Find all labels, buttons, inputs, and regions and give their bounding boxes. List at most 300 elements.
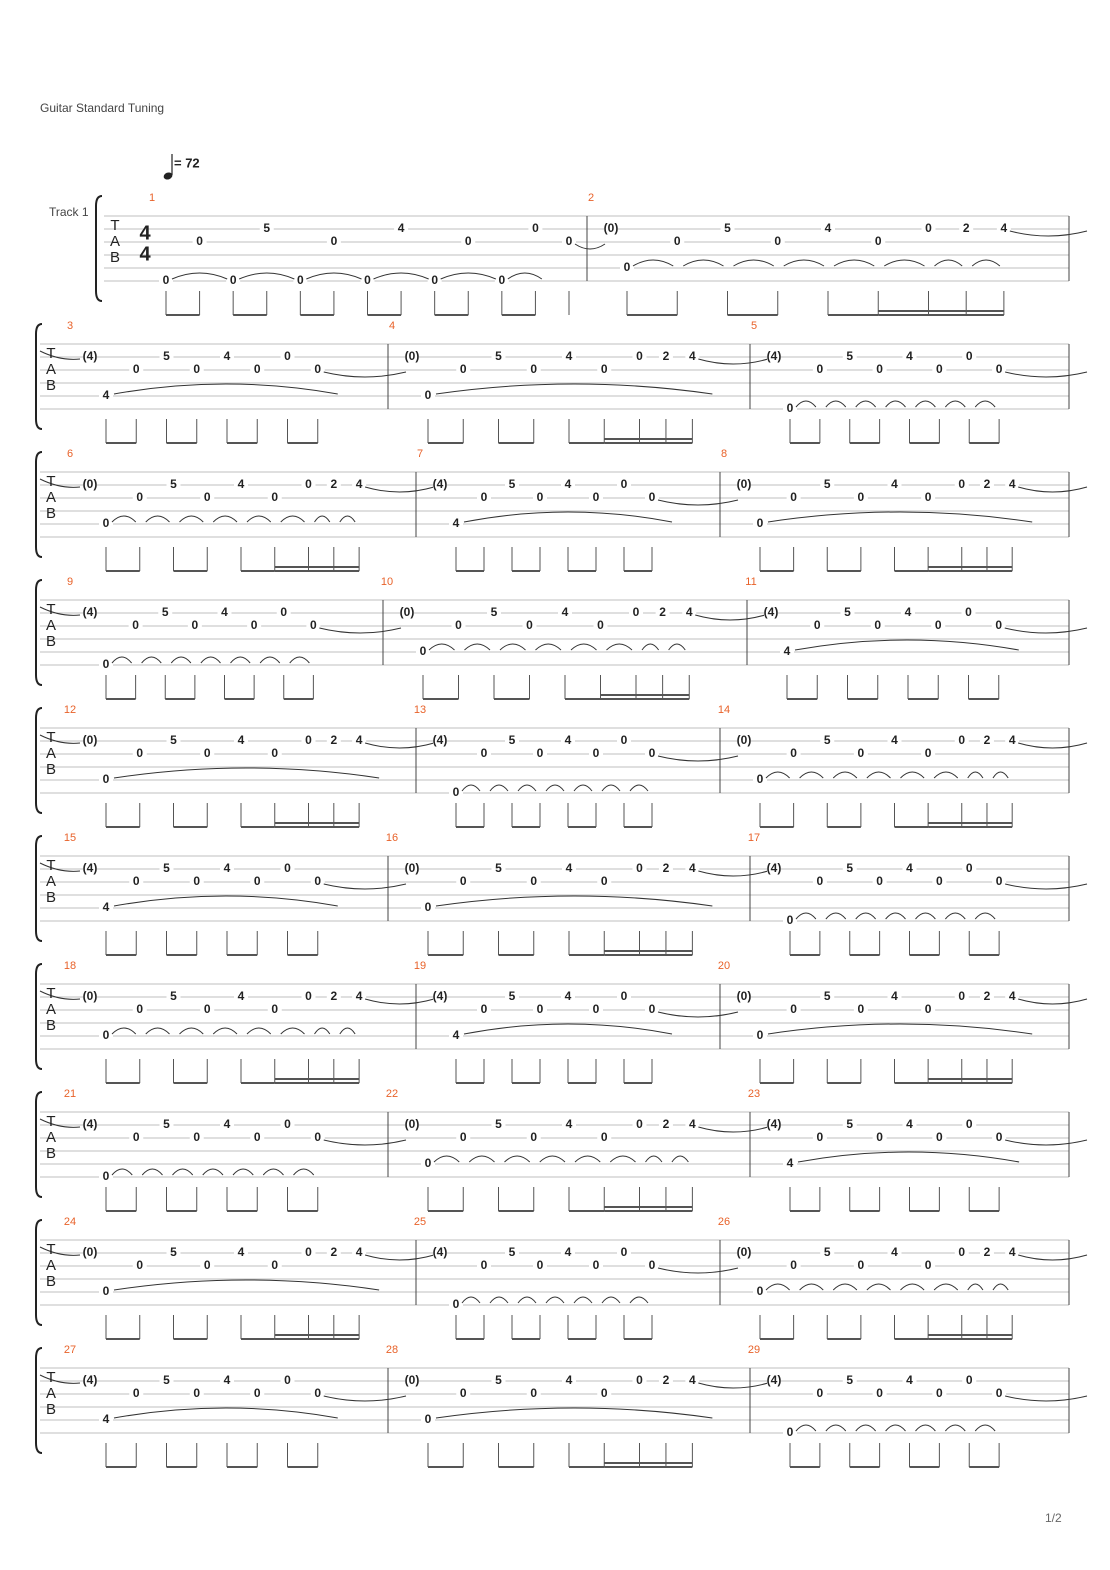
fret-number: (0) xyxy=(82,477,98,492)
tab-clef-letter: A xyxy=(45,1384,57,1402)
tie-arc xyxy=(1005,884,1087,889)
fret-number: 2 xyxy=(662,1373,670,1388)
tie-arc xyxy=(306,273,361,279)
tie-arc xyxy=(993,1284,1008,1290)
tie-arc xyxy=(658,500,738,505)
tie-arc xyxy=(112,1169,132,1175)
tie-arc xyxy=(886,913,906,919)
fret-number: 0 xyxy=(876,1130,883,1145)
fret-number: 4 xyxy=(223,1117,231,1132)
fret-number: 5 xyxy=(170,733,177,748)
tie-arc xyxy=(231,657,251,663)
tie-arc xyxy=(146,516,170,522)
tie-arc xyxy=(642,644,659,650)
fret-number: (4) xyxy=(82,605,98,620)
tie-arc xyxy=(112,516,136,522)
fret-number: 0 xyxy=(620,477,628,492)
system-bracket xyxy=(36,836,42,941)
fret-number: 0 xyxy=(965,1373,973,1388)
tie-arc xyxy=(180,1028,204,1034)
fret-number: 0 xyxy=(536,746,544,761)
fret-number: 0 xyxy=(536,1002,544,1017)
tie-arc xyxy=(945,913,965,919)
tie-arc xyxy=(571,644,597,650)
tie-arc xyxy=(610,1156,635,1162)
tie-arc xyxy=(884,260,924,266)
tie-arc xyxy=(916,401,936,407)
fret-number: 0 xyxy=(136,490,144,505)
measure-number: 19 xyxy=(413,959,427,972)
fret-number: 0 xyxy=(250,618,258,633)
tie-arc xyxy=(867,772,891,778)
tab-clef-letter: T xyxy=(46,600,56,618)
tie-arc xyxy=(281,1028,305,1034)
fret-number: 0 xyxy=(874,234,882,249)
tab-clef-letter: B xyxy=(45,376,57,394)
tie-arc xyxy=(324,372,406,377)
tab-clef-letter: T xyxy=(46,344,56,362)
tie-arc xyxy=(112,1028,136,1034)
tie-arc xyxy=(508,273,542,279)
fret-number: 0 xyxy=(162,273,170,288)
tab-clef-letter: B xyxy=(45,760,57,778)
system-bracket xyxy=(36,452,42,557)
fret-number: 0 xyxy=(936,874,943,889)
fret-number: 0 xyxy=(632,605,640,620)
tie-arc xyxy=(630,785,648,791)
tie-arc xyxy=(867,1284,891,1290)
fret-number: 0 xyxy=(756,1028,764,1043)
fret-number: 0 xyxy=(636,349,643,364)
fret-number: 4 xyxy=(1000,221,1008,236)
page-number: 1/2 xyxy=(1045,1511,1062,1525)
tie-arc xyxy=(536,644,562,650)
tie-arc xyxy=(239,273,294,279)
fret-number: (4) xyxy=(766,1117,782,1132)
fret-number: 5 xyxy=(724,221,731,236)
fret-number: 4 xyxy=(891,477,898,492)
tie-arc xyxy=(1005,1396,1087,1401)
fret-number: 0 xyxy=(459,362,467,377)
tab-clef-letter: B xyxy=(45,504,57,522)
fret-number: 0 xyxy=(620,733,628,748)
tie-arc xyxy=(1018,1255,1087,1260)
system-bracket xyxy=(36,324,42,429)
tie-arc xyxy=(633,260,673,266)
fret-number: 5 xyxy=(495,1117,502,1132)
fret-number: 4 xyxy=(1008,733,1016,748)
fret-number: 4 xyxy=(689,349,696,364)
fret-number: 0 xyxy=(597,618,604,633)
tie-arc xyxy=(798,1152,1019,1162)
fret-number: 0 xyxy=(995,362,1003,377)
fret-number: 0 xyxy=(934,618,942,633)
tie-arc xyxy=(1018,487,1087,492)
fret-number: 4 xyxy=(904,605,912,620)
tie-arc xyxy=(546,785,564,791)
fret-number: 0 xyxy=(965,1117,973,1132)
tie-arc xyxy=(698,1383,768,1388)
fret-number: 0 xyxy=(857,1258,865,1273)
fret-number: 0 xyxy=(314,874,322,889)
staff-system xyxy=(36,708,1087,827)
fret-number: 0 xyxy=(600,1386,608,1401)
fret-number: 0 xyxy=(330,234,338,249)
tie-arc xyxy=(630,1297,648,1303)
tie-arc xyxy=(441,273,496,279)
tie-arc xyxy=(294,1169,314,1175)
fret-number: 0 xyxy=(193,362,201,377)
tie-arc xyxy=(462,1297,480,1303)
tie-arc xyxy=(324,1140,406,1145)
fret-number: 0 xyxy=(364,273,371,288)
fret-number: (4) xyxy=(432,1245,448,1260)
fret-number: 2 xyxy=(330,989,338,1004)
staff-system xyxy=(36,1348,1087,1467)
measure-number: 9 xyxy=(66,575,74,588)
fret-number: 0 xyxy=(136,1002,144,1017)
measure-number: 11 xyxy=(745,575,757,588)
fret-number: 0 xyxy=(965,861,973,876)
fret-number: 0 xyxy=(600,362,608,377)
tie-arc xyxy=(975,913,995,919)
tie-arc xyxy=(833,1284,857,1290)
staff-system xyxy=(36,836,1087,955)
measure-number: 27 xyxy=(63,1343,77,1356)
fret-number: 4 xyxy=(223,349,231,364)
measure-number: 4 xyxy=(388,319,396,332)
fret-number: 0 xyxy=(132,362,140,377)
tab-clef-letter: B xyxy=(45,888,57,906)
fret-number: 0 xyxy=(132,874,140,889)
tie-arc xyxy=(434,1156,459,1162)
fret-number: 4 xyxy=(783,644,791,659)
fret-number: 2 xyxy=(983,989,991,1004)
measure-number: 28 xyxy=(385,1343,399,1356)
fret-number: 0 xyxy=(424,900,432,915)
tab-clef-letter: T xyxy=(46,1240,56,1258)
tie-arc xyxy=(546,1297,564,1303)
staff-system xyxy=(36,324,1087,443)
tie-arc xyxy=(540,1156,565,1162)
fret-number: (4) xyxy=(766,861,782,876)
fret-number: 0 xyxy=(530,1386,538,1401)
fret-number: 0 xyxy=(480,1002,488,1017)
tie-arc xyxy=(698,359,768,364)
fret-number: 4 xyxy=(906,349,913,364)
measure-number: 17 xyxy=(747,831,761,844)
tie-arc xyxy=(114,1280,379,1290)
tie-arc xyxy=(935,260,963,266)
fret-number: 0 xyxy=(857,1002,865,1017)
fret-number: 4 xyxy=(891,1245,898,1260)
fret-number: 0 xyxy=(600,1130,608,1145)
fret-number: 0 xyxy=(857,746,865,761)
tie-arc xyxy=(856,1425,876,1431)
fret-number: (0) xyxy=(399,605,415,620)
staff-system xyxy=(36,452,1087,571)
tie-arc xyxy=(315,1028,330,1034)
tab-clef-letter: A xyxy=(45,1000,57,1018)
fret-number: 0 xyxy=(452,1297,460,1312)
tie-arc xyxy=(796,1425,816,1431)
tie-arc xyxy=(500,644,526,650)
fret-number: 0 xyxy=(419,644,427,659)
tab-clef-letter: B xyxy=(45,632,57,650)
tie-arc xyxy=(281,516,305,522)
tie-arc xyxy=(768,1024,1032,1034)
fret-number: 0 xyxy=(924,746,932,761)
tie-arc xyxy=(171,657,191,663)
fret-number: 4 xyxy=(564,989,572,1004)
fret-number: 4 xyxy=(891,989,898,1004)
fret-number: (0) xyxy=(404,349,420,364)
fret-number: 0 xyxy=(452,785,460,800)
tie-arc xyxy=(429,644,455,650)
fret-number: 0 xyxy=(530,362,538,377)
fret-number: 0 xyxy=(876,874,883,889)
fret-number: 0 xyxy=(958,733,966,748)
system-bracket xyxy=(36,1092,42,1197)
fret-number: 5 xyxy=(823,989,831,1004)
fret-number: 0 xyxy=(480,490,488,505)
fret-number: 0 xyxy=(936,1130,943,1145)
system-bracket xyxy=(36,964,42,1069)
fret-number: 4 xyxy=(237,477,245,492)
fret-number: 0 xyxy=(229,273,237,288)
tie-arc xyxy=(574,1297,592,1303)
fret-number: (0) xyxy=(82,1245,98,1260)
tab-clef-letter: A xyxy=(45,488,57,506)
fret-number: (4) xyxy=(432,733,448,748)
fret-number: 0 xyxy=(673,234,681,249)
fret-number: 0 xyxy=(314,1386,322,1401)
tie-arc xyxy=(795,640,1019,650)
fret-number: 0 xyxy=(480,1258,488,1273)
fret-number: 0 xyxy=(459,1130,467,1145)
fret-number: 0 xyxy=(995,874,1003,889)
fret-number: 5 xyxy=(163,1373,170,1388)
fret-number: (4) xyxy=(766,1373,782,1388)
fret-number: 2 xyxy=(662,349,670,364)
fret-number: 4 xyxy=(355,1245,363,1260)
fret-number: 4 xyxy=(452,516,460,531)
tie-arc xyxy=(901,772,925,778)
fret-number: 0 xyxy=(102,1028,110,1043)
fret-number: 0 xyxy=(816,362,824,377)
fret-number: 0 xyxy=(132,1386,140,1401)
fret-number: 0 xyxy=(459,1386,467,1401)
tie-arc xyxy=(114,1408,338,1418)
fret-number: 2 xyxy=(983,477,991,492)
fret-number: 0 xyxy=(876,1386,883,1401)
fret-number: 0 xyxy=(464,234,472,249)
fret-number: 0 xyxy=(314,362,322,377)
staff-system xyxy=(36,1220,1087,1339)
tie-arc xyxy=(672,1156,688,1162)
fret-number: 0 xyxy=(636,861,643,876)
fret-number: (4) xyxy=(432,989,448,1004)
tie-arc xyxy=(469,1156,494,1162)
measure-number: 13 xyxy=(413,703,427,716)
tie-arc xyxy=(993,772,1008,778)
fret-number: 0 xyxy=(203,490,211,505)
fret-number: 0 xyxy=(102,1169,110,1184)
fret-number: 4 xyxy=(452,1028,460,1043)
fret-number: 4 xyxy=(786,1156,794,1171)
tie-arc xyxy=(833,772,857,778)
fret-number: 2 xyxy=(983,1245,991,1260)
tie-arc xyxy=(916,913,936,919)
fret-number: 0 xyxy=(193,1130,201,1145)
tab-clef-letter: T xyxy=(46,856,56,874)
fret-number: 5 xyxy=(161,605,169,620)
fret-number: 5 xyxy=(163,349,170,364)
tie-arc xyxy=(465,644,491,650)
fret-number: 5 xyxy=(263,221,271,236)
fret-number: 4 xyxy=(1008,1245,1016,1260)
measure-number: 23 xyxy=(747,1087,761,1100)
fret-number: 0 xyxy=(786,913,794,928)
fret-number: 0 xyxy=(480,746,488,761)
fret-number: 0 xyxy=(305,989,312,1004)
fret-number: 0 xyxy=(958,1245,966,1260)
fret-number: 2 xyxy=(962,221,970,236)
tab-clef-letter: T xyxy=(46,1368,56,1386)
tie-arc xyxy=(365,487,434,492)
fret-number: (4) xyxy=(766,349,782,364)
staff-system xyxy=(36,580,1087,699)
fret-number: 4 xyxy=(1008,989,1016,1004)
fret-number: 0 xyxy=(965,349,973,364)
tie-arc xyxy=(1010,231,1087,236)
fret-number: 0 xyxy=(774,234,782,249)
tab-clef-letter: T xyxy=(46,472,56,490)
fret-number: 0 xyxy=(193,1386,201,1401)
fret-number: 0 xyxy=(203,1002,211,1017)
fret-number: 5 xyxy=(846,861,854,876)
fret-number: 0 xyxy=(592,1258,600,1273)
tie-arc xyxy=(934,1284,958,1290)
fret-number: 4 xyxy=(689,861,696,876)
fret-number: 0 xyxy=(636,1117,643,1132)
tie-arc xyxy=(180,516,204,522)
measure-number: 2 xyxy=(587,191,595,204)
fret-number: 4 xyxy=(824,221,832,236)
fret-number: 5 xyxy=(163,861,170,876)
tie-arc xyxy=(340,1028,355,1034)
fret-number: 0 xyxy=(424,388,432,403)
system-bracket xyxy=(36,580,42,685)
tie-arc xyxy=(464,1024,672,1034)
fret-number: 0 xyxy=(305,1245,312,1260)
tab-clef-letter: B xyxy=(109,248,121,266)
fret-number: 0 xyxy=(648,490,656,505)
fret-number: 5 xyxy=(495,1373,502,1388)
fret-number: 5 xyxy=(490,605,498,620)
fret-number: 0 xyxy=(816,1130,824,1145)
time-signature-top: 4 xyxy=(139,222,151,245)
tab-clef-letter: A xyxy=(45,872,57,890)
system-bracket xyxy=(96,196,102,301)
fret-number: 0 xyxy=(284,861,291,876)
tie-arc xyxy=(263,1169,283,1175)
tie-arc xyxy=(800,772,824,778)
tie-arc xyxy=(800,1284,824,1290)
fret-number: 0 xyxy=(530,874,538,889)
fret-number: 4 xyxy=(689,1117,696,1132)
fret-number: 0 xyxy=(196,234,203,249)
tie-arc xyxy=(319,628,401,633)
fret-number: 0 xyxy=(620,989,628,1004)
fret-number: 4 xyxy=(561,605,569,620)
fret-number: 4 xyxy=(906,861,913,876)
fret-number: 0 xyxy=(424,1156,432,1171)
fret-number: 4 xyxy=(564,1245,572,1260)
fret-number: 5 xyxy=(846,1373,854,1388)
fret-number: 0 xyxy=(132,618,139,633)
fret-number: 0 xyxy=(253,362,261,377)
tie-arc xyxy=(518,785,536,791)
tie-arc xyxy=(146,1028,170,1034)
tie-arc xyxy=(247,1028,271,1034)
fret-number: 0 xyxy=(600,874,608,889)
fret-number: 5 xyxy=(508,1245,516,1260)
measure-number: 24 xyxy=(63,1215,77,1228)
tie-arc xyxy=(975,401,995,407)
fret-number: 0 xyxy=(431,273,439,288)
fret-number: 5 xyxy=(170,477,177,492)
tab-clef-letter: A xyxy=(109,232,121,250)
tie-arc xyxy=(607,644,633,650)
fret-number: 0 xyxy=(790,1258,797,1273)
tie-arc xyxy=(114,896,338,906)
tie-arc xyxy=(213,1028,237,1034)
fret-number: 0 xyxy=(102,516,110,531)
tie-arc xyxy=(201,657,221,663)
fret-number: 4 xyxy=(102,1412,110,1427)
tie-arc xyxy=(826,401,846,407)
tie-arc xyxy=(602,1297,620,1303)
tie-arc xyxy=(826,913,846,919)
fret-number: 0 xyxy=(965,605,972,620)
fret-number: 0 xyxy=(648,1002,656,1017)
fret-number: (0) xyxy=(404,1373,420,1388)
fret-number: 0 xyxy=(636,1373,643,1388)
fret-number: 0 xyxy=(102,1284,110,1299)
fret-number: 4 xyxy=(237,733,245,748)
fret-number: 0 xyxy=(936,1386,943,1401)
tie-arc xyxy=(518,1297,536,1303)
fret-number: 0 xyxy=(136,746,144,761)
tie-arc xyxy=(658,1012,738,1017)
tie-arc xyxy=(260,657,280,663)
fret-number: 0 xyxy=(924,490,932,505)
fret-number: 0 xyxy=(786,1425,794,1440)
tuning-label: Guitar Standard Tuning xyxy=(40,101,165,115)
tie-arc xyxy=(683,260,723,266)
fret-number: 0 xyxy=(284,1117,291,1132)
fret-number: 2 xyxy=(330,477,338,492)
system-bracket xyxy=(36,708,42,813)
measure-number: 8 xyxy=(720,447,728,460)
fret-number: 0 xyxy=(536,490,544,505)
tie-arc xyxy=(1018,743,1087,748)
tie-arc xyxy=(340,516,355,522)
tie-arc xyxy=(213,516,237,522)
fret-number: 0 xyxy=(271,746,279,761)
system-bracket xyxy=(36,1348,42,1453)
